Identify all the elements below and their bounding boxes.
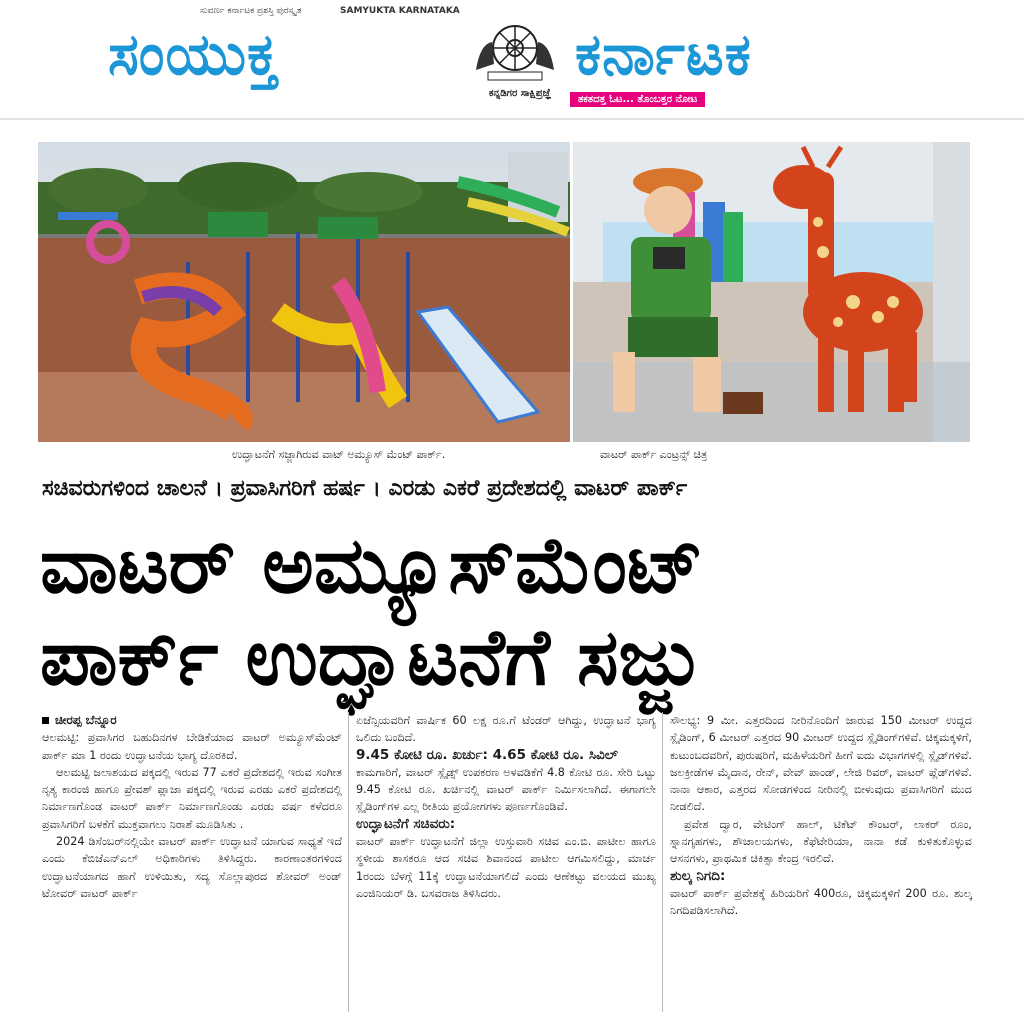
masthead-title-right: ಕರ್ನಾಟಕ [575,20,752,88]
paragraph-7: ಸೌಲಭ್ಯ: 9 ಮೀ. ಎತ್ತರದಿಂದ ನೀರಿನೊಂದಿಗೆ ಜಾರುವ 150 ಮೀಟರ್ ಉದ್ದದ ಸ್ಲೈಡಿಂಗ್, 6 ಮೀಟರ್ ಎತ್ತರದ 90 ಮೀಟರ್ ಉದ್ದದ ಸ್ಲೈಡಿಂಗ್‌ಗಳಿವೆ. ಚಿಕ್ಕಮಕ್ಕಳಿಗೆ, ಕುಟುಂಬದವರಿಗೆ, ಪುರುಷರಿಗೆ, ಮಹಿಳೆಯರಿಗೆ ಹೀಗೆ ಐದು ವಿಭಾಗಗಳಲ್ಲಿ ಸ್ಲೈಡ್‌ಗಳಿವೆ. ಜಲಕ್ರೀಡೆಗಳ ಮೈದಾನ, ರೇನ್, ವೇವ್ ಪಾಂಡ್, ಲೇಜಿ ರಿವರ್, ವಾಟರ್ ಪ್ಲೆಡ್‌ಗಳಿವೆ. ನಾನಾ ಆಕಾರ, ಎತ್ತರದ ಸೋಡಗಳಿಂದ ನೀರಿನಲ್ಲಿ ಬೀಳುವುದು ಪ್ರವಾಸಿಗರಿಗೆ ಮುದ ನೀಡಲಿದೆ. [670,714,972,814]
photo-caption-right: ವಾಟರ್ ಪಾರ್ಕ್ ಎಂಟ್ರನ್ಸ್ ಚಿತ್ರ [600,448,708,461]
subhead-fees: ಶುಲ್ಕ ನಿಗದಿ: [670,867,726,884]
column-divider [662,712,663,1012]
article-headline [40,520,990,704]
paragraph-6: ವಾಟರ್ ಪಾರ್ಕ್ ಉದ್ಘಾಟನೆಗೆ ಜಿಲ್ಲಾ ಉಸ್ತುವಾರಿ ಸಚಿವ ಎಂ.ಬಿ. ಪಾಟೀಲ ಹಾಗೂ ಸ್ಥಳೀಯ ಶಾಸಕರೂ ಆದ ಸಚಿವ ಶಿವಾನಂದ ಪಾಟೀಲ ಆಗಮಿಸಲಿದ್ದು, ಮಾರ್ಚ 1ರಂದು ಬೆಳಗ್ಗೆ 11ಕ್ಕೆ ಉದ್ಘಾಟನೆಯಾಗಲಿದೆ ಎಂದು ಆಣೆಕಟ್ಟು ವಲಯದ ಮುಖ್ಯ ಎಂಜಿನಿಯರ್ ಡಿ. ಬಸವರಾಜ ತಿಳಿಸಿದರು. [356,835,656,900]
column-divider [348,712,349,1012]
masthead-subtitle: ಕನ್ನಡಿಗರ ಸಾಕ್ಷಿಪ್ರಜ್ಞೆ [488,88,552,99]
water-park-photo [38,142,570,442]
paragraph-8: ಪ್ರವೇಶ ದ್ವಾರ, ವೇಟಿಂಗ್ ಹಾಲ್, ಟಿಕೆಟ್ ಕೌಂಟರ್, ಲಾಕರ್ ರೂಂ, ಸ್ನಾನಗೃಹಗಳು, ಶೌಚಾಲಯಗಳು, ಕೆಫೆಟೇರಿಯಾ, ನಾನಾ ಕಡೆ ಕುಳಿತುಕೊಳ್ಳುವ ಆಸನಗಳು, ಪ್ರಾಥಮಿಕ ಚಿಕಿತ್ಸಾ ಕೇಂದ್ರ ಇರಲಿದೆ. [670,817,972,866]
byline [42,712,342,729]
subhead-cost: 9.45 ಕೋಟಿ ರೂ. ಖರ್ಚು: 4.65 ಕೋಟಿ ರೂ. ಸಿವಿಲ್ [356,746,618,763]
water-park-entrance-photo [573,142,970,442]
byline-square-icon [42,717,49,724]
paragraph-1: ಆಲಮಟ್ಟಿ: ಪ್ರವಾಸಿಗರ ಬಹುದಿನಗಳ ಬೇಡಿಕೆಯಾದ ವಾಟರ್ ಅಮ್ಯೂಸ್‌ಮೆಂಟ್ ಪಾರ್ಕ್ ಮಾ 1 ರಂದು ಉದ್ಘಾಟನೆಯ ಭಾಗ್ಯ ದೊರಕಿದೆ. [42,731,342,762]
masthead-tagline-right: SAMYUKTA KARNATAKA [340,6,460,16]
byline-name: ಚೀರಪ್ಪ ಬೆನ್ನೂರ [55,713,117,727]
article-kicker: ಸಚಿವರುಗಳಿಂದ ಚಾಲನೆ । ಪ್ರವಾಸಿಗರಿಗೆ ಹರ್ಷ । ಎರಡು ಎಕರೆ ಪ್ರದೇಶದಲ್ಲಿ ವಾಟರ್ ಪಾರ್ಕ್ [42,476,688,501]
headline-line-2: ಪಾರ್ಕ್ ಉದ್ಘಾಟನೆಗೆ ಸಜ್ಜು [40,613,701,703]
paragraph-2: ಆಲಮಟ್ಟಿ ಜಲಾಶಯದ ಪಕ್ಕದಲ್ಲಿ ಇರುವ 77 ಎಕರೆ ಪ್ರದೇಶದಲ್ಲಿ ಇರುವ ಸಂಗೀತ ನೃತ್ಯ ಕಾರಂಜಿ ಹಾಗೂ ಪ್ರೇವಶ್ ಪ್ಲಾಜಾ ಪಕ್ಕದಲ್ಲಿ ಇರುವ ಎರಡು ಎಕರೆ ಪ್ರದೇಶದಲ್ಲಿ ನಿರ್ಮಾಣಗೊಂಡ ವಾಟರ್ ಪಾರ್ಕ್ ನಿರ್ಮಾಣಗೊಂಡು ಎರಡು ವರ್ಷ ಕಳೆದರೂ ಪ್ರವಾಸಿಗರಿಗೆ ಬಳಕೆಗೆ ಮುಕ್ತವಾಗಲು ನಿರಾಶೆ ಮೂಡಿಸಿತು . [42,765,342,831]
subhead-ministers: ಉದ್ಘಾಟನೆಗೆ ಸಚಿವರು: [356,815,456,832]
masthead [0,0,1024,120]
article-column-3 [670,712,972,920]
headline-line-1: ವಾಟರ್ ಅಮ್ಯೂಸ್‌ಮೆಂಟ್ [40,521,704,611]
photo-caption-left: ಉದ್ಘಾಟನೆಗೆ ಸಜ್ಜಾಗಿರುವ ವಾಟ್ ಅಮ್ಯೂಸ್ ಮೆಂಟ್ ಪಾರ್ಕ್. [232,448,446,461]
article-column-2 [356,712,656,902]
article-column-1 [42,712,342,902]
paragraph-3: 2024 ಡಿಸೆಂಬರ್‌ನಲ್ಲಿಯೇ ವಾಟರ್ ಪಾರ್ಕ್ ಉದ್ಘಾಟನೆ ಯಾಗುವ ಸಾಧ್ಯತೆ ಇದೆ ಎಂದು ಕೆಬಿಜೆಎನ್‌ಎಲ್ ಅಧಿಕಾರಿಗಳು ತಿಳಿಸಿದ್ದರು. ಕಾರಣಾಂತರಗಳಿಂದ ಉದ್ಘಾಟನೆಯಾಗದ ಹಾಗೆ ಉಳಿಯಿತು, ಸದ್ಯ ಸೊಲ್ಲಾಪುರದ ಶೋವರ್ ಅಂಡ್ ಟೋವರ್ ವಾಟರ್ ಪಾರ್ಕ್ [42,835,342,900]
paragraph-5: ಕಾಮಗಾರಿಗೆ, ವಾಟರ್ ಸ್ಲೈಡ್ಸ್ ಉಪಕರಣ ಅಳವಡಿಕೆಗೆ 4.8 ಕೋಟಿ ರೂ. ಸೇರಿ ಒಟ್ಟು 9.45 ಕೋಟಿ ರೂ. ಖರ್ಚಿನಲ್ಲಿ ವಾಟರ್ ಪಾರ್ಕ್ ನಿರ್ಮಿಸಲಾಗಿದೆ. ಈಗಾಗಲೇ ಸ್ಲೈಡಿಂಗ್‌ಗಳ ಎಲ್ಲ ರೀತಿಯ ಪ್ರಯೋಗಗಳು ಪೂರ್ಣಗೊಂಡಿವೆ. [356,765,656,814]
masthead-slogan: ತಕತದತ್ತ ಓಟ... ತೊಂಬತ್ತರ ನೋಟ [570,92,705,107]
paragraph-4: ಏಜೆನ್ಸಿಯವರಿಗೆ ವಾರ್ಷಿಕ 60 ಲಕ್ಷ ರೂ.ಗೆ ಟೆಂಡರ್ ಆಗಿದ್ದು, ಉದ್ಘಾಟನೆ ಭಾಗ್ಯ ಒಲಿದು ಬಂದಿದೆ. [356,714,656,745]
masthead-title-left: ಸಂಯುಕ್ತ [108,20,280,88]
masthead-emblem-icon [470,14,560,84]
masthead-divider [0,118,1024,120]
paragraph-9: ವಾಟರ್ ಪಾರ್ಕ್ ಪ್ರವೇಶಕ್ಕೆ ಹಿರಿಯರಿಗೆ 400ರೂ, ಚಿಕ್ಕಮಕ್ಕಳಿಗೆ 200 ರೂ. ಶುಲ್ಕ ನಿಗದಿಪಡಿಸಲಾಗಿದೆ. [670,886,972,918]
masthead-tagline-left: ಸುವರ್ಣ ಕರ್ನಾಟಕ ಪ್ರಶಸ್ತಿ ಪುರಸ್ಕೃತ [200,6,302,16]
